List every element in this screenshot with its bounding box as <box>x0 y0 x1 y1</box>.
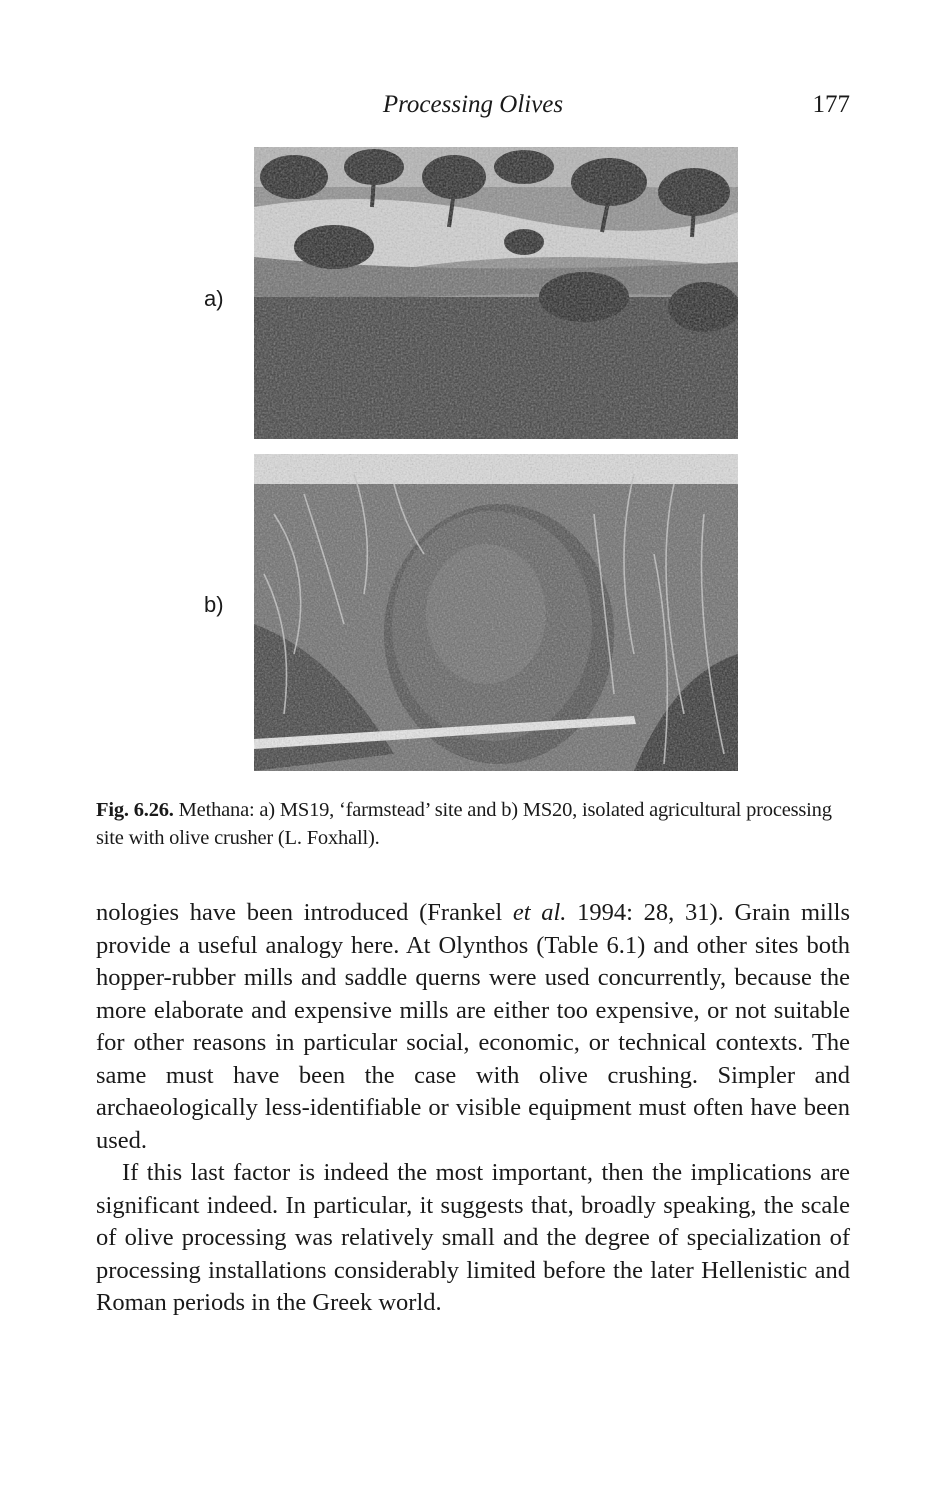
photo-farmstead-site <box>254 147 738 439</box>
figure-caption-text: Methana: a) MS19, ‘farmstead’ site and b) MS20, isolated agricultural processing site with olive crusher (L. Foxhall). <box>96 799 832 849</box>
body-text <box>96 897 850 1320</box>
page-number: 177 <box>812 91 850 118</box>
paragraph-1-italic: et al. <box>512 899 567 926</box>
running-title: Processing Olives <box>382 91 564 118</box>
photo-farmstead-graphic <box>254 147 738 439</box>
paragraph-1-part-2: 1994: 28, 31). Grain mills provide a useful analogy here. At Olynthos (Table 6.1) and other sites both hopper-rubber mills and saddle querns were used concurrently, because the more elaborate and expensive mills are either too expensive, or not suitable for other reasons in particular social, economic, or technical contexts. The same must have been the case with olive crushing. Simpler and archaeologically less-identifiable or visible equipment must often have been used. <box>96 899 850 1154</box>
figure-caption-label: Fig. 6.26. <box>96 799 174 821</box>
running-head <box>96 88 850 122</box>
paragraph-1-part-1: nologies have been introduced (Frankel <box>96 899 513 926</box>
paragraph-2: If this last factor is indeed the most important, then the implications are significant indeed. In particular, it suggests that, broadly speaking, the scale of olive processing was relatively small and the degree of specialization of processing installations considerably limited before the later Hellenistic and Roman periods in the Greek world. <box>96 1159 850 1316</box>
paragraph-1 <box>96 897 850 1157</box>
panel-a-label: a) <box>204 286 224 311</box>
figure-caption <box>96 796 850 852</box>
panel-b-label: b) <box>204 592 224 617</box>
photo-olive-crusher-graphic <box>254 454 738 771</box>
photo-olive-crusher <box>254 454 738 771</box>
